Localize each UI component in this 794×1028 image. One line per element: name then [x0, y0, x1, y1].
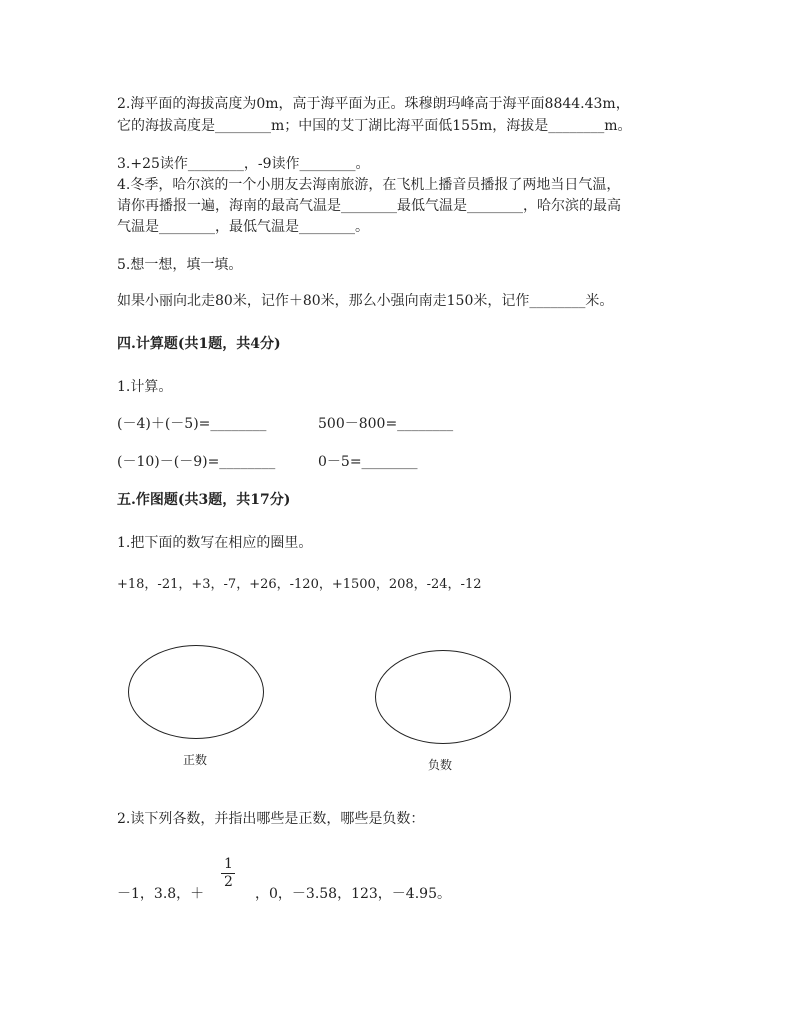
fraction-denominator: 2 — [224, 874, 233, 890]
q5-text: 如果小丽向北走80米，记作＋80米，那么小强向南走150米，记作________米。 — [117, 293, 614, 309]
positive-numbers-label: 正数 — [183, 753, 208, 767]
section-5-heading: 五.作图题(共3题，共17分) — [117, 492, 291, 508]
calc-expression-4: 0－5=________ — [318, 454, 418, 470]
numbers-before-fraction: －1，3.8，＋ — [117, 886, 205, 902]
negative-numbers-label: 负数 — [428, 758, 453, 772]
number-list: +18，-21，+3，-7，+26，-120，+1500，208，-24，-12 — [117, 577, 482, 592]
q4-line-3: 气温是________，最低气温是________。 — [117, 219, 369, 235]
section-4-heading: 四.计算题(共1题，共4分) — [117, 336, 281, 352]
q5-title: 5.想一想，填一填。 — [117, 257, 243, 273]
calc-expression-1: (－4)＋(－5)=________ — [117, 416, 267, 432]
calc-expression-2: 500－800=________ — [318, 416, 454, 432]
numbers-after-fraction: ，0，－3.58，123，－4.95。 — [255, 886, 451, 902]
q4-line-2: 请你再播报一遍，海南的最高气温是________最低气温是________，哈尔滨的最高 — [117, 198, 621, 214]
sec4-q1-title: 1.计算。 — [117, 379, 173, 395]
sec5-q2-title: 2.读下列各数，并指出哪些是正数，哪些是负数： — [117, 811, 425, 827]
fraction-numerator: 1 — [224, 856, 233, 872]
q3-text: 3.+25读作________，-9读作________。 — [117, 156, 370, 172]
q2-line-2: 它的海拔高度是________m；中国的艾丁湖比海平面低155m，海拔是________m。 — [117, 118, 632, 134]
positive-numbers-circle — [128, 645, 264, 739]
negative-numbers-circle — [375, 650, 511, 744]
calc-expression-3: (－10)－(－9)=________ — [117, 454, 276, 470]
sec5-q1-title: 1.把下面的数写在相应的圈里。 — [117, 535, 313, 551]
q2-line-1: 2.海平面的海拔高度为0m，高于海平面为正。珠穆朗玛峰高于海平面8844.43m， — [117, 96, 630, 112]
q4-line-1: 4.冬季，哈尔滨的一个小朋友去海南旅游，在飞机上播音员播报了两地当日气温， — [117, 177, 621, 193]
